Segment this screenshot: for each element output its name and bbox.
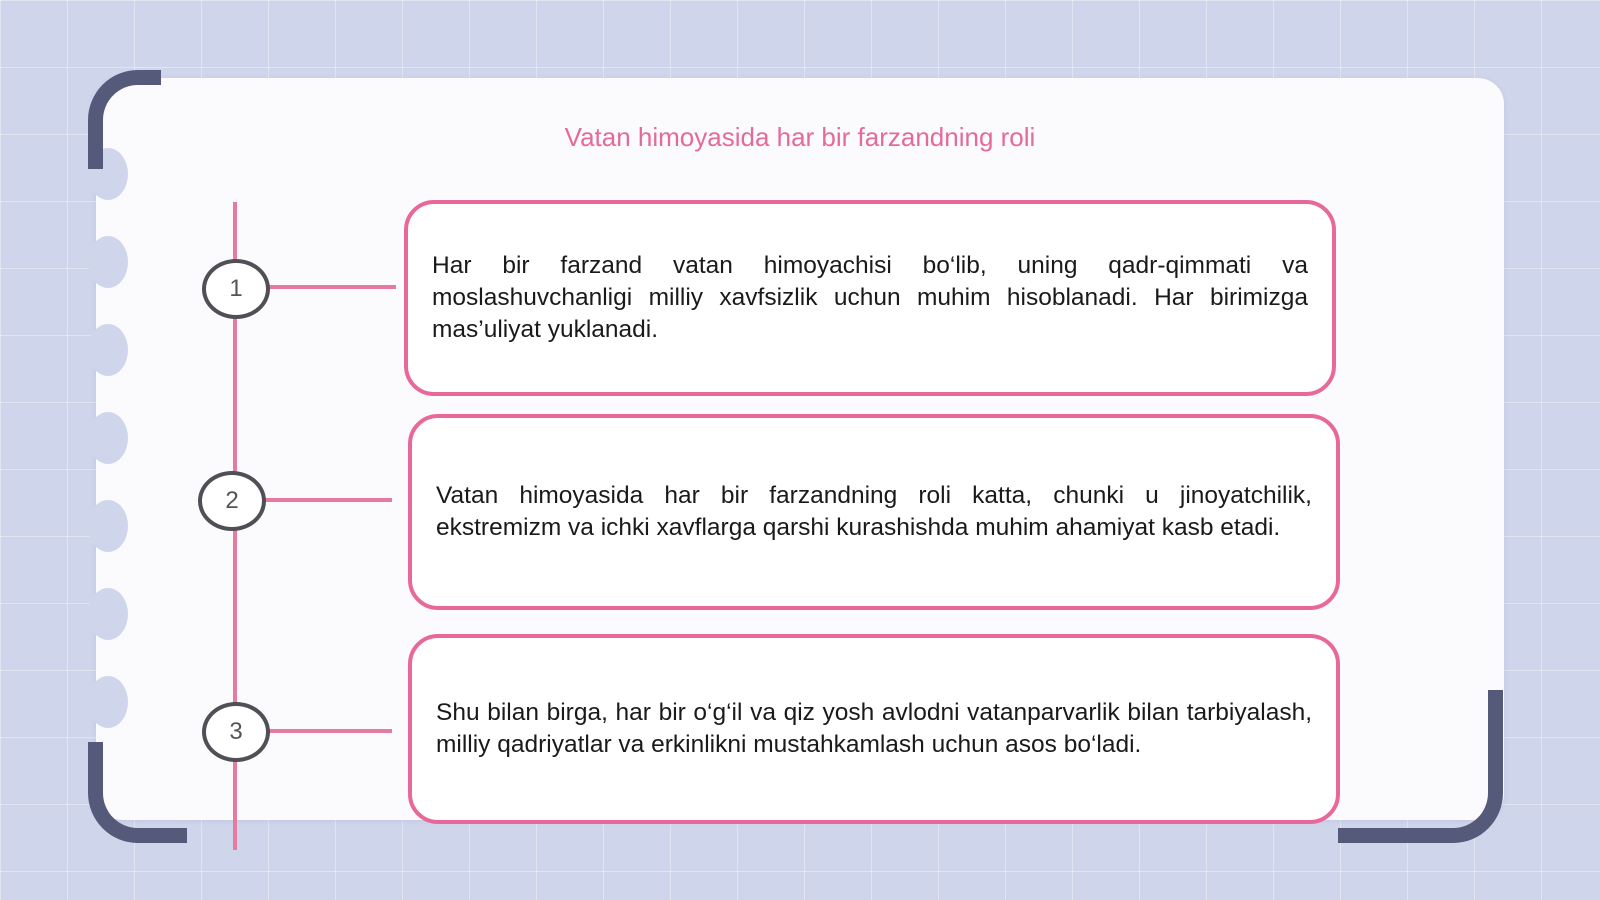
paper-notch bbox=[88, 236, 128, 288]
info-card-text: Shu bilan birga, har bir o‘g‘il va qiz yosh avlodni vatanparvarlik bilan tarbiyalash, milliy qadriyatlar va erkinlikni mustahkamlash uchun asos bo‘ladi. bbox=[436, 699, 1312, 758]
timeline-connector bbox=[262, 498, 392, 502]
paper-notch bbox=[88, 500, 128, 552]
corner-bracket-bottom-right bbox=[1338, 690, 1503, 843]
paper-notch bbox=[88, 588, 128, 640]
paper-notch bbox=[88, 412, 128, 464]
timeline-node-3: 3 bbox=[202, 702, 270, 762]
info-card-text: Har bir farzand vatan himoyachisi bo‘lib, uning qadr-qimmati va moslashuvchanligi milliy xavfsizlik uchun muhim hisoblanadi. Har birimizga mas’uliyat yuklanadi. bbox=[432, 252, 1308, 343]
info-card-3 bbox=[408, 634, 1340, 824]
corner-bracket-top-left bbox=[88, 70, 161, 169]
timeline-connector bbox=[266, 729, 392, 733]
info-card-1 bbox=[404, 200, 1336, 396]
paper-notch bbox=[88, 324, 128, 376]
paper-notch bbox=[88, 676, 128, 728]
timeline-node-1: 1 bbox=[202, 259, 270, 319]
info-card-2 bbox=[408, 414, 1340, 610]
slide-title: Vatan himoyasida har bir farzandning roli bbox=[564, 122, 1036, 152]
corner-bracket-bottom-left bbox=[88, 742, 187, 843]
timeline-node-2: 2 bbox=[198, 471, 266, 531]
timeline-connector bbox=[266, 285, 396, 289]
info-card-text: Vatan himoyasida har bir farzandning roli katta, chunki u jinoyatchilik, ekstremizm va ichki xavflarga qarshi kurashishda muhim ahamiyat kasb etadi. bbox=[436, 482, 1312, 541]
